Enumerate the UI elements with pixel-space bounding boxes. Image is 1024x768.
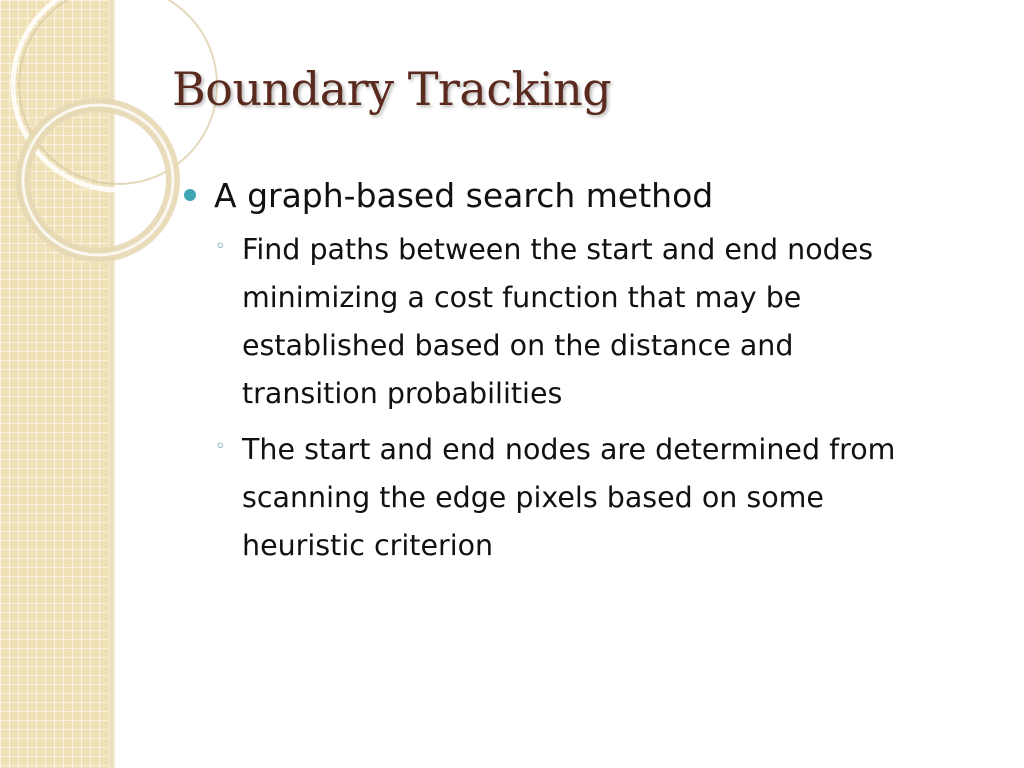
decorative-ring-bottom-highlight bbox=[23, 105, 173, 255]
bullet-dot-icon bbox=[184, 189, 196, 201]
decorative-rings bbox=[0, 0, 130, 260]
sub-bullet-ring-icon: ◦ bbox=[215, 436, 226, 457]
sub-bullet-line: minimizing a cost function that may be bbox=[242, 281, 802, 314]
sub-bullet-item bbox=[215, 226, 1002, 418]
slide-title: Boundary Tracking bbox=[172, 62, 612, 116]
sub-bullet-line: established based on the distance and bbox=[242, 329, 794, 362]
bullet-text: A graph-based search method bbox=[214, 176, 714, 215]
sub-bullet-line: scanning the edge pixels based on some bbox=[242, 481, 824, 514]
sub-bullet-line: The start and end nodes are determined from bbox=[242, 433, 896, 466]
sub-bullet-ring-icon: ◦ bbox=[215, 236, 226, 257]
sub-bullet-line: transition probabilities bbox=[242, 377, 563, 410]
bullet-item bbox=[182, 172, 1002, 220]
sub-bullet-line: heuristic criterion bbox=[242, 529, 494, 562]
sub-bullet-item bbox=[215, 426, 1002, 570]
sub-bullet-line: Find paths between the start and end nodes bbox=[242, 233, 874, 266]
slide-content bbox=[182, 172, 1002, 570]
